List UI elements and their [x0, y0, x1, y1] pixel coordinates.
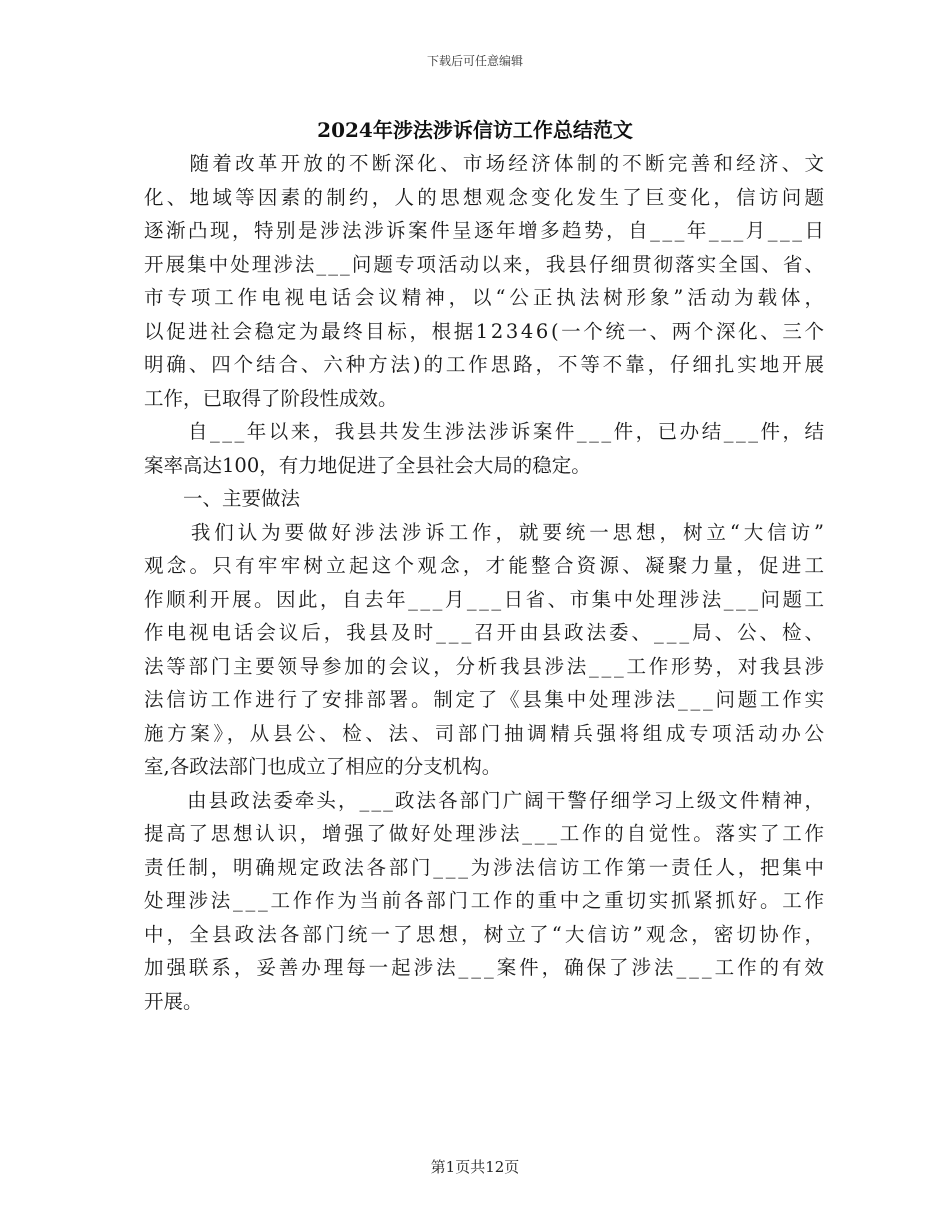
paragraph: [144, 415, 827, 482]
text-line: 化、地域等因素的制约，人的思想观念变化发生了巨变化，信访问题: [144, 185, 828, 209]
text-line: 逐渐凸现，特别是涉法涉诉案件呈逐年增多趋势，自___年___月___日: [144, 219, 827, 242]
text-line: 我们认为要做好涉法涉诉工作，就要统一思想，树立“大信访”: [144, 520, 828, 544]
text-line: 作顺利开展。因此，自去年___月___日省、市集中处理涉法___问题工: [144, 587, 827, 611]
text-line: 工作，已取得了阶段性成效。: [144, 386, 398, 410]
text-line: 处理涉法___工作作为当前各部门工作的重中之重切实抓紧抓好。工作: [144, 889, 827, 912]
text-line: 法信访工作进行了安排部署。制定了《县集中处理涉法___问题工作实: [144, 688, 827, 711]
page-footer: 第1页共12页: [430, 1158, 520, 1176]
text-line: 责任制，明确规定政法各部门___为涉法信访工作第一责任人，把集中: [144, 855, 827, 879]
text-line: 自___年以来，我县共发生涉法涉诉案件___件，已办结___件，结: [144, 420, 827, 443]
paragraph: [144, 784, 828, 1019]
text-line: 中，全县政法各部门统一了思想，树立了“大信访”观念，密切协作，: [144, 922, 828, 946]
text-line: 一、主要做法: [144, 487, 301, 510]
paragraph: [144, 147, 828, 415]
text-line: 市专项工作电视电话会议精神，以“公正执法树形象”活动为载体，: [144, 286, 828, 309]
text-line: 加强联系，妥善办理每一起涉法___案件，确保了涉法___工作的有效: [144, 956, 827, 979]
header-note: 下载后可任意编辑: [426, 54, 523, 68]
text-line: 法等部门主要领导参加的会议，分析我县涉法___工作形势，对我县涉: [144, 654, 827, 678]
document-title: 2024年涉法涉诉信访工作总结范文: [317, 118, 633, 142]
text-line: 室,各政法部门也成立了相应的分支机构。: [144, 755, 502, 778]
text-line: 开展集中处理涉法___问题专项活动以来，我县仔细贯彻落实全国、省、: [144, 252, 827, 276]
text-line: 由县政法委牵头，___政法各部门广阔干警仔细学习上级文件精神，: [144, 788, 827, 812]
document-body: [144, 147, 828, 1018]
text-line: 随着改革开放的不断深化、市场经济体制的不断完善和经济、文: [144, 152, 828, 175]
paragraph: [144, 516, 828, 784]
text-line: 提高了思想认识，增强了做好处理涉法___工作的自觉性。落实了工作: [144, 822, 827, 845]
text-line: 作电视电话会议后，我县及时___召开由县政法委、___局、公、检、: [144, 621, 827, 644]
paragraph: [144, 482, 824, 516]
text-line: 施方案》，从县公、检、法、司部门抽调精兵强将组成专项活动办公: [144, 721, 828, 745]
text-line: 观念。只有牢牢树立起这个观念，才能整合资源、凝聚力量，促进工: [144, 554, 828, 577]
text-line: 案率高达100，有力地促进了全县社会大局的稳定。: [144, 453, 591, 477]
text-line: 以促进社会稳定为最终目标，根据12346(一个统一、两个深化、三个: [144, 319, 827, 343]
text-line: 开展。: [144, 989, 203, 1013]
text-line: 明确、四个结合、六种方法)的工作思路，不等不靠，仔细扎实地开展: [144, 353, 827, 376]
